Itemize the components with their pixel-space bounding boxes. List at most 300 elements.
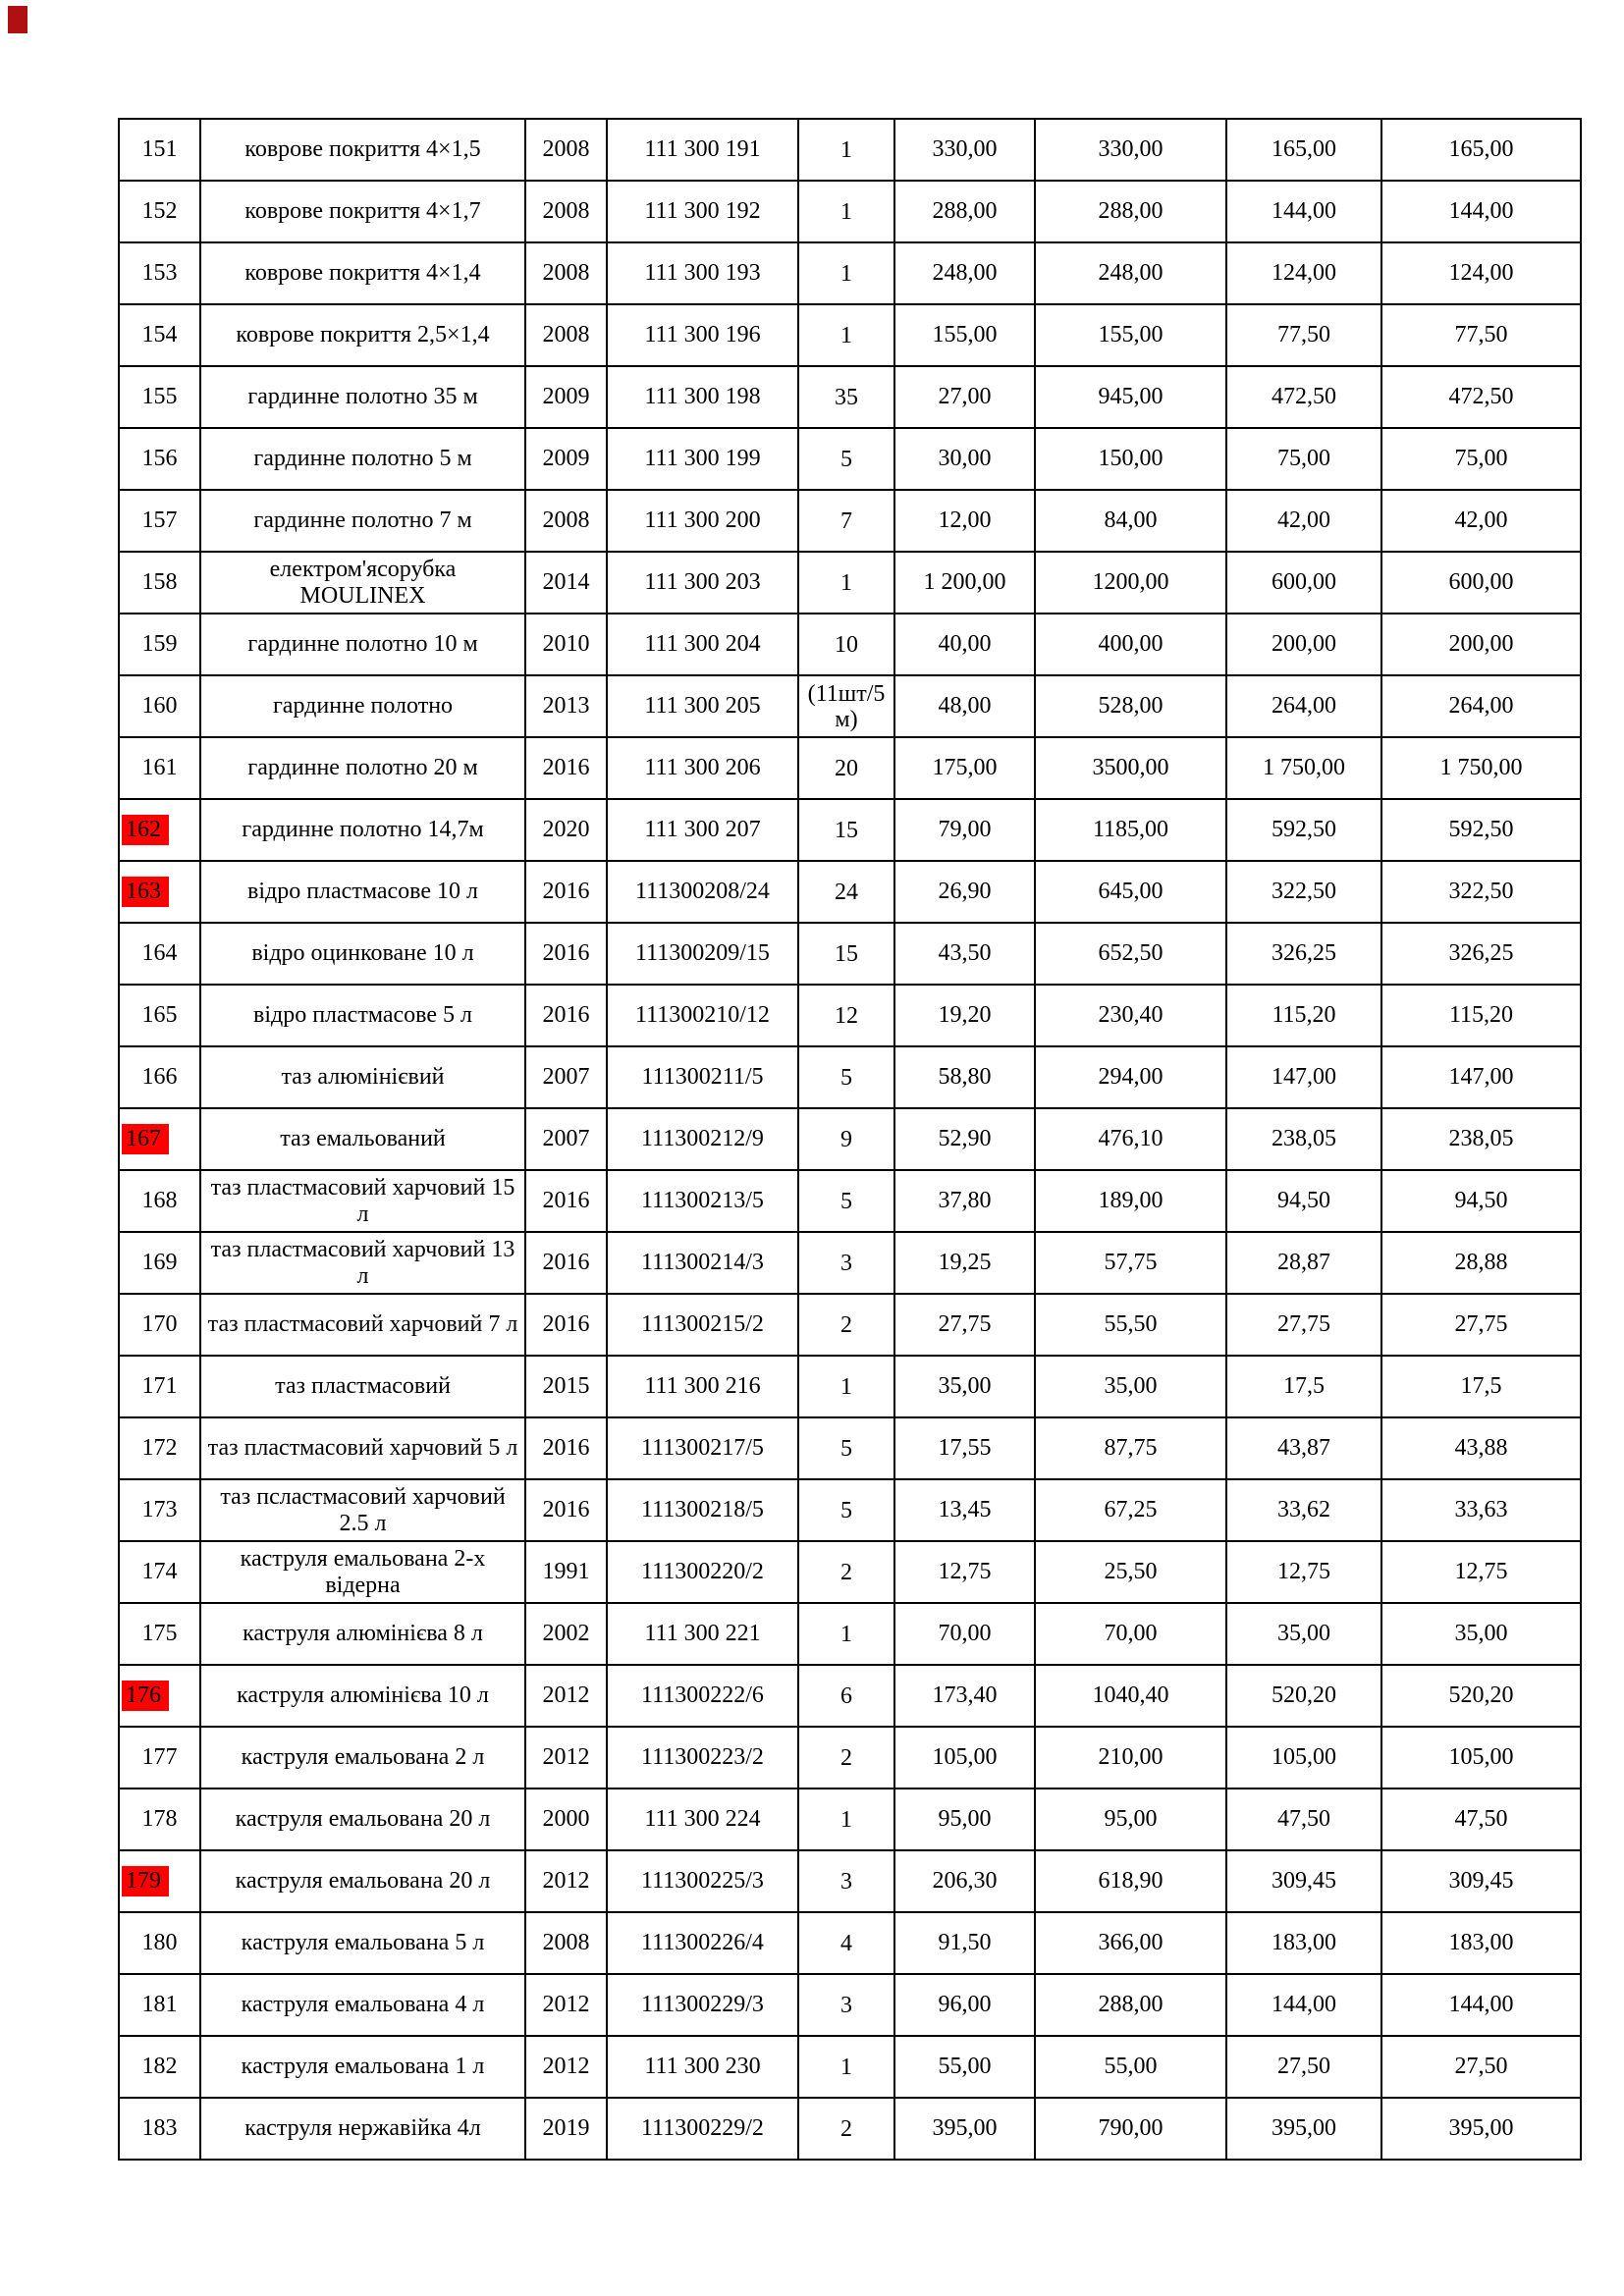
row-number-highlighted: 167 [122, 1124, 169, 1154]
row-number-cell [119, 614, 200, 675]
total-sum-cell: 476,10 [1035, 1108, 1226, 1170]
unit-price-cell: 206,30 [894, 1850, 1035, 1912]
inventory-number-cell: 111300211/5 [607, 1046, 798, 1108]
item-name-cell: відро пластмасове 10 л [200, 861, 525, 923]
inventory-number-cell: 111 300 207 [607, 799, 798, 861]
row-number: 156 [141, 446, 178, 471]
year-cell: 2010 [525, 614, 607, 675]
table-row [119, 1541, 1581, 1603]
row-number: 174 [141, 1559, 178, 1584]
row-number-cell [119, 1665, 200, 1727]
item-name-cell: таз пластмасовий харчовий 15 л [200, 1170, 525, 1232]
item-name-cell: коврове покриття 2,5×1,4 [200, 304, 525, 366]
row-number-cell [119, 1603, 200, 1665]
half-value-2-cell: 600,00 [1381, 552, 1581, 614]
row-number: 181 [141, 1992, 178, 2017]
inventory-number-cell: 111 300 205 [607, 675, 798, 737]
row-number: 157 [141, 507, 178, 533]
quantity-cell: 2 [798, 1727, 894, 1789]
row-number-highlighted: 179 [122, 1866, 169, 1896]
total-sum-cell: 400,00 [1035, 614, 1226, 675]
unit-price-cell: 58,80 [894, 1046, 1035, 1108]
half-value-cell: 183,00 [1226, 1912, 1381, 1974]
unit-price-cell: 26,90 [894, 861, 1035, 923]
item-name-cell: гардинне полотно 5 м [200, 428, 525, 490]
quantity-cell: 3 [798, 1974, 894, 2036]
half-value-cell: 94,50 [1226, 1170, 1381, 1232]
half-value-2-cell: 322,50 [1381, 861, 1581, 923]
half-value-2-cell: 395,00 [1381, 2098, 1581, 2160]
unit-price-cell: 95,00 [894, 1789, 1035, 1850]
row-number: 178 [141, 1806, 178, 1832]
year-cell: 2007 [525, 1046, 607, 1108]
inventory-number-cell: 111300213/5 [607, 1170, 798, 1232]
year-cell: 2016 [525, 1294, 607, 1356]
quantity-cell: 1 [798, 304, 894, 366]
table-row [119, 490, 1581, 552]
row-number-cell [119, 1912, 200, 1974]
item-name-cell: таз пластмасовий харчовий 5 л [200, 1417, 525, 1479]
row-number-cell [119, 1417, 200, 1479]
half-value-2-cell: 33,63 [1381, 1479, 1581, 1541]
row-number: 180 [141, 1930, 178, 1955]
half-value-2-cell: 12,75 [1381, 1541, 1581, 1603]
half-value-cell: 12,75 [1226, 1541, 1381, 1603]
inventory-number-cell: 111300210/12 [607, 985, 798, 1046]
inventory-table-body [119, 119, 1581, 2160]
row-number-cell [119, 1789, 200, 1850]
item-name-cell: гардинне полотно 7 м [200, 490, 525, 552]
unit-price-cell: 19,20 [894, 985, 1035, 1046]
quantity-cell: 12 [798, 985, 894, 1046]
row-number-cell [119, 1974, 200, 2036]
row-number-cell [119, 923, 200, 985]
item-name-cell: коврове покриття 4×1,4 [200, 242, 525, 304]
total-sum-cell: 57,75 [1035, 1232, 1226, 1294]
quantity-cell: 2 [798, 2098, 894, 2160]
inventory-number-cell: 111 300 193 [607, 242, 798, 304]
table-row [119, 675, 1581, 737]
quantity-cell: 1 [798, 2036, 894, 2098]
total-sum-cell: 330,00 [1035, 119, 1226, 181]
half-value-2-cell: 592,50 [1381, 799, 1581, 861]
quantity-cell: 5 [798, 1046, 894, 1108]
table-row [119, 1417, 1581, 1479]
total-sum-cell: 1040,40 [1035, 1665, 1226, 1727]
table-row [119, 1727, 1581, 1789]
total-sum-cell: 366,00 [1035, 1912, 1226, 1974]
half-value-cell: 124,00 [1226, 242, 1381, 304]
year-cell: 2016 [525, 1170, 607, 1232]
half-value-cell: 600,00 [1226, 552, 1381, 614]
item-name-cell: коврове покриття 4×1,7 [200, 181, 525, 242]
year-cell: 2019 [525, 2098, 607, 2160]
unit-price-cell: 248,00 [894, 242, 1035, 304]
total-sum-cell: 87,75 [1035, 1417, 1226, 1479]
half-value-2-cell: 17,5 [1381, 1356, 1581, 1417]
unit-price-cell: 19,25 [894, 1232, 1035, 1294]
item-name-cell: таз пластмасовий [200, 1356, 525, 1417]
half-value-cell: 42,00 [1226, 490, 1381, 552]
inventory-number-cell: 111300214/3 [607, 1232, 798, 1294]
row-number-cell [119, 2036, 200, 2098]
row-number-cell [119, 1727, 200, 1789]
half-value-cell: 395,00 [1226, 2098, 1381, 2160]
item-name-cell: каструля емальована 20 л [200, 1789, 525, 1850]
row-number: 152 [141, 198, 178, 224]
total-sum-cell: 288,00 [1035, 1974, 1226, 2036]
unit-price-cell: 17,55 [894, 1417, 1035, 1479]
row-number-cell [119, 1046, 200, 1108]
row-number-cell [119, 304, 200, 366]
table-row [119, 1046, 1581, 1108]
inventory-number-cell: 111 300 221 [607, 1603, 798, 1665]
year-cell: 2012 [525, 1727, 607, 1789]
item-name-cell: гардинне полотно 35 м [200, 366, 525, 428]
unit-price-cell: 43,50 [894, 923, 1035, 985]
table-row [119, 861, 1581, 923]
half-value-2-cell: 520,20 [1381, 1665, 1581, 1727]
row-number: 169 [141, 1250, 178, 1275]
half-value-cell: 27,50 [1226, 2036, 1381, 2098]
inventory-number-cell: 111300226/4 [607, 1912, 798, 1974]
half-value-cell: 77,50 [1226, 304, 1381, 366]
item-name-cell: каструля емальована 20 л [200, 1850, 525, 1912]
row-number: 164 [141, 940, 178, 966]
unit-price-cell: 27,00 [894, 366, 1035, 428]
row-number-cell [119, 799, 200, 861]
half-value-cell: 1 750,00 [1226, 737, 1381, 799]
inventory-number-cell: 111300220/2 [607, 1541, 798, 1603]
table-row [119, 1603, 1581, 1665]
quantity-cell: 10 [798, 614, 894, 675]
half-value-2-cell: 75,00 [1381, 428, 1581, 490]
row-number: 160 [141, 693, 178, 719]
quantity-cell: 7 [798, 490, 894, 552]
half-value-2-cell: 147,00 [1381, 1046, 1581, 1108]
half-value-cell: 326,25 [1226, 923, 1381, 985]
inventory-number-cell: 111 300 199 [607, 428, 798, 490]
inventory-number-cell: 111 300 203 [607, 552, 798, 614]
inventory-number-cell: 111 300 191 [607, 119, 798, 181]
row-number: 166 [141, 1064, 178, 1090]
table-row [119, 923, 1581, 985]
total-sum-cell: 248,00 [1035, 242, 1226, 304]
row-number-cell [119, 861, 200, 923]
inventory-number-cell: 111300208/24 [607, 861, 798, 923]
half-value-cell: 520,20 [1226, 1665, 1381, 1727]
item-name-cell: електром'ясорубка MOULINEX [200, 552, 525, 614]
item-name-cell: гардинне полотно 20 м [200, 737, 525, 799]
row-number-cell [119, 1541, 200, 1603]
year-cell: 2009 [525, 366, 607, 428]
half-value-2-cell: 115,20 [1381, 985, 1581, 1046]
table-row [119, 1912, 1581, 1974]
inventory-number-cell: 111 300 200 [607, 490, 798, 552]
unit-price-cell: 70,00 [894, 1603, 1035, 1665]
item-name-cell: каструля емальована 2-х відерна [200, 1541, 525, 1603]
table-row [119, 552, 1581, 614]
total-sum-cell: 35,00 [1035, 1356, 1226, 1417]
item-name-cell: гардинне полотно 14,7м [200, 799, 525, 861]
row-number-cell [119, 1850, 200, 1912]
year-cell: 2016 [525, 1479, 607, 1541]
total-sum-cell: 294,00 [1035, 1046, 1226, 1108]
quantity-cell: 2 [798, 1294, 894, 1356]
unit-price-cell: 35,00 [894, 1356, 1035, 1417]
half-value-2-cell: 43,88 [1381, 1417, 1581, 1479]
row-number-cell [119, 490, 200, 552]
row-number: 172 [141, 1435, 178, 1461]
total-sum-cell: 1200,00 [1035, 552, 1226, 614]
unit-price-cell: 155,00 [894, 304, 1035, 366]
half-value-cell: 147,00 [1226, 1046, 1381, 1108]
quantity-cell: 1 [798, 1789, 894, 1850]
half-value-cell: 33,62 [1226, 1479, 1381, 1541]
row-number-cell [119, 1108, 200, 1170]
row-number: 151 [141, 136, 178, 162]
year-cell: 2008 [525, 304, 607, 366]
table-row [119, 1294, 1581, 1356]
year-cell: 2016 [525, 861, 607, 923]
year-cell: 2014 [525, 552, 607, 614]
row-number: 171 [141, 1373, 178, 1399]
unit-price-cell: 79,00 [894, 799, 1035, 861]
item-name-cell: коврове покриття 4×1,5 [200, 119, 525, 181]
row-number-cell [119, 1479, 200, 1541]
inventory-number-cell: 111300215/2 [607, 1294, 798, 1356]
total-sum-cell: 55,00 [1035, 2036, 1226, 2098]
total-sum-cell: 3500,00 [1035, 737, 1226, 799]
year-cell: 2008 [525, 1912, 607, 1974]
half-value-cell: 309,45 [1226, 1850, 1381, 1912]
table-row [119, 985, 1581, 1046]
half-value-cell: 238,05 [1226, 1108, 1381, 1170]
year-cell: 1991 [525, 1541, 607, 1603]
unit-price-cell: 96,00 [894, 1974, 1035, 2036]
row-number-cell [119, 1294, 200, 1356]
item-name-cell: каструля нержавійка 4л [200, 2098, 525, 2160]
half-value-2-cell: 35,00 [1381, 1603, 1581, 1665]
inventory-number-cell: 111300222/6 [607, 1665, 798, 1727]
unit-price-cell: 13,45 [894, 1479, 1035, 1541]
total-sum-cell: 84,00 [1035, 490, 1226, 552]
half-value-cell: 144,00 [1226, 1974, 1381, 2036]
item-name-cell: каструля емальована 2 л [200, 1727, 525, 1789]
quantity-cell: 5 [798, 1417, 894, 1479]
row-number-cell [119, 428, 200, 490]
quantity-cell: 9 [798, 1108, 894, 1170]
row-number: 158 [141, 569, 178, 595]
table-row [119, 181, 1581, 242]
table-row [119, 304, 1581, 366]
total-sum-cell: 155,00 [1035, 304, 1226, 366]
quantity-cell: 1 [798, 242, 894, 304]
row-number: 165 [141, 1002, 178, 1028]
inventory-number-cell: 111 300 230 [607, 2036, 798, 2098]
table-row [119, 737, 1581, 799]
row-number-highlighted: 163 [122, 877, 169, 907]
half-value-cell: 43,87 [1226, 1417, 1381, 1479]
item-name-cell: каструля емальована 1 л [200, 2036, 525, 2098]
total-sum-cell: 189,00 [1035, 1170, 1226, 1232]
item-name-cell: відро оцинковане 10 л [200, 923, 525, 985]
quantity-cell: (11шт/5м) [798, 675, 894, 737]
half-value-2-cell: 47,50 [1381, 1789, 1581, 1850]
year-cell: 2020 [525, 799, 607, 861]
item-name-cell: таз емальований [200, 1108, 525, 1170]
row-number: 154 [141, 322, 178, 347]
total-sum-cell: 945,00 [1035, 366, 1226, 428]
year-cell: 2016 [525, 737, 607, 799]
table-row [119, 614, 1581, 675]
quantity-cell: 1 [798, 1603, 894, 1665]
unit-price-cell: 1 200,00 [894, 552, 1035, 614]
row-number-cell [119, 552, 200, 614]
year-cell: 2008 [525, 181, 607, 242]
year-cell: 2008 [525, 119, 607, 181]
row-number-cell [119, 675, 200, 737]
half-value-cell: 322,50 [1226, 861, 1381, 923]
half-value-cell: 592,50 [1226, 799, 1381, 861]
table-row [119, 1108, 1581, 1170]
half-value-cell: 75,00 [1226, 428, 1381, 490]
quantity-cell: 15 [798, 799, 894, 861]
item-name-cell: таз алюмінієвий [200, 1046, 525, 1108]
unit-price-cell: 30,00 [894, 428, 1035, 490]
total-sum-cell: 210,00 [1035, 1727, 1226, 1789]
table-row [119, 2098, 1581, 2160]
half-value-cell: 47,50 [1226, 1789, 1381, 1850]
quantity-cell: 5 [798, 1479, 894, 1541]
inventory-number-cell: 111 300 192 [607, 181, 798, 242]
item-name-cell: гардинне полотно 10 м [200, 614, 525, 675]
unit-price-cell: 55,00 [894, 2036, 1035, 2098]
half-value-2-cell: 1 750,00 [1381, 737, 1581, 799]
half-value-2-cell: 326,25 [1381, 923, 1581, 985]
year-cell: 2016 [525, 1417, 607, 1479]
unit-price-cell: 288,00 [894, 181, 1035, 242]
quantity-cell: 2 [798, 1541, 894, 1603]
half-value-2-cell: 472,50 [1381, 366, 1581, 428]
half-value-2-cell: 264,00 [1381, 675, 1581, 737]
quantity-cell: 20 [798, 737, 894, 799]
year-cell: 2015 [525, 1356, 607, 1417]
total-sum-cell: 230,40 [1035, 985, 1226, 1046]
table-row [119, 2036, 1581, 2098]
quantity-cell: 24 [798, 861, 894, 923]
row-number: 159 [141, 631, 178, 657]
quantity-cell: 1 [798, 552, 894, 614]
table-row [119, 1170, 1581, 1232]
inventory-number-cell: 111 300 216 [607, 1356, 798, 1417]
unit-price-cell: 395,00 [894, 2098, 1035, 2160]
quantity-cell: 15 [798, 923, 894, 985]
quantity-cell: 1 [798, 1356, 894, 1417]
unit-price-cell: 175,00 [894, 737, 1035, 799]
table-row [119, 1789, 1581, 1850]
half-value-cell: 27,75 [1226, 1294, 1381, 1356]
quantity-cell: 5 [798, 1170, 894, 1232]
year-cell: 2000 [525, 1789, 607, 1850]
year-cell: 2013 [525, 675, 607, 737]
half-value-cell: 165,00 [1226, 119, 1381, 181]
total-sum-cell: 652,50 [1035, 923, 1226, 985]
total-sum-cell: 70,00 [1035, 1603, 1226, 1665]
row-number-cell [119, 737, 200, 799]
total-sum-cell: 645,00 [1035, 861, 1226, 923]
total-sum-cell: 790,00 [1035, 2098, 1226, 2160]
total-sum-cell: 1185,00 [1035, 799, 1226, 861]
half-value-2-cell: 42,00 [1381, 490, 1581, 552]
half-value-2-cell: 27,50 [1381, 2036, 1581, 2098]
item-name-cell: каструля емальована 5 л [200, 1912, 525, 1974]
quantity-cell: 6 [798, 1665, 894, 1727]
quantity-cell: 4 [798, 1912, 894, 1974]
unit-price-cell: 27,75 [894, 1294, 1035, 1356]
half-value-cell: 115,20 [1226, 985, 1381, 1046]
total-sum-cell: 67,25 [1035, 1479, 1226, 1541]
year-cell: 2008 [525, 242, 607, 304]
half-value-cell: 264,00 [1226, 675, 1381, 737]
row-number-highlighted: 176 [122, 1681, 169, 1711]
item-name-cell: відро пластмасове 5 л [200, 985, 525, 1046]
inventory-number-cell: 111300225/3 [607, 1850, 798, 1912]
year-cell: 2016 [525, 923, 607, 985]
table-row [119, 799, 1581, 861]
table-row [119, 1232, 1581, 1294]
item-name-cell: каструля алюмінієва 8 л [200, 1603, 525, 1665]
table-row [119, 1479, 1581, 1541]
row-number-cell [119, 181, 200, 242]
row-number-cell [119, 985, 200, 1046]
unit-price-cell: 330,00 [894, 119, 1035, 181]
item-name-cell: таз пластмасовий харчовий 7 л [200, 1294, 525, 1356]
total-sum-cell: 528,00 [1035, 675, 1226, 737]
row-number: 177 [141, 1744, 178, 1770]
half-value-cell: 17,5 [1226, 1356, 1381, 1417]
quantity-cell: 1 [798, 119, 894, 181]
row-number-cell [119, 1170, 200, 1232]
total-sum-cell: 618,90 [1035, 1850, 1226, 1912]
row-number-cell [119, 119, 200, 181]
quantity-cell: 3 [798, 1232, 894, 1294]
unit-price-cell: 48,00 [894, 675, 1035, 737]
year-cell: 2002 [525, 1603, 607, 1665]
item-name-cell: каструля алюмінієва 10 л [200, 1665, 525, 1727]
item-name-cell: гардинне полотно [200, 675, 525, 737]
table-row [119, 1665, 1581, 1727]
unit-price-cell: 91,50 [894, 1912, 1035, 1974]
table-row [119, 366, 1581, 428]
table-row [119, 242, 1581, 304]
item-name-cell: таз пластмасовий харчовий 13 л [200, 1232, 525, 1294]
unit-price-cell: 40,00 [894, 614, 1035, 675]
table-row [119, 1356, 1581, 1417]
half-value-2-cell: 183,00 [1381, 1912, 1581, 1974]
inventory-number-cell: 111300229/2 [607, 2098, 798, 2160]
inventory-number-cell: 111 300 198 [607, 366, 798, 428]
row-number-cell [119, 242, 200, 304]
inventory-number-cell: 111300218/5 [607, 1479, 798, 1541]
unit-price-cell: 37,80 [894, 1170, 1035, 1232]
inventory-number-cell: 111300229/3 [607, 1974, 798, 2036]
table-row [119, 119, 1581, 181]
year-cell: 2016 [525, 1232, 607, 1294]
half-value-cell: 28,87 [1226, 1232, 1381, 1294]
quantity-cell: 3 [798, 1850, 894, 1912]
inventory-number-cell: 111 300 224 [607, 1789, 798, 1850]
